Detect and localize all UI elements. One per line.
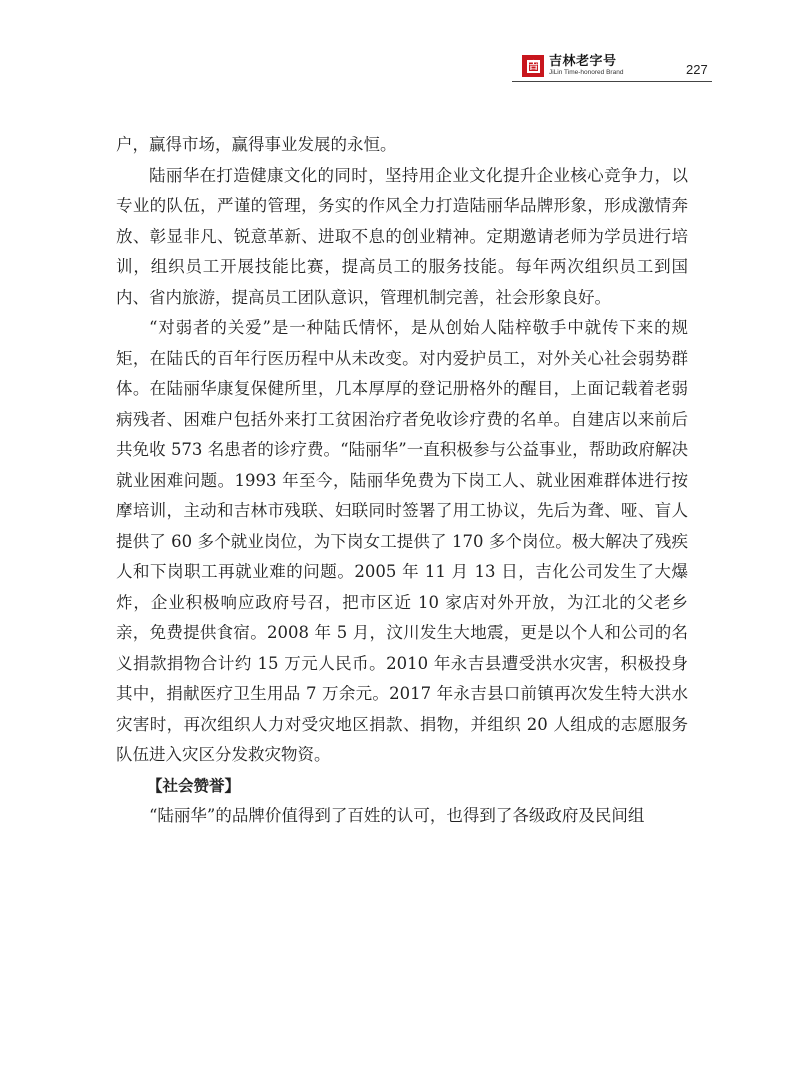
running-header: [522, 55, 623, 77]
brand-logo-icon: [522, 55, 544, 77]
brand-name-en: JiLin Time-honored Brand: [549, 69, 624, 76]
paragraph-social-care: “对弱者的关爱”是一种陆氏情怀，是从创始人陆梓敬手中就传下来的规矩，在陆氏的百年行医历程中从未改变。对内爱护员工，对外关心社会弱势群体。在陆丽华康复保健所里，几本厚厚的登记册格外的醒目，上面记载着老弱病残者、困难户包括外来打工贫困治疗者免收诊疗费的名单。自建店以来前后共免收 573 名患者的诊疗费。“陆丽华”一直积极参与公益事业，帮助政府解决就业困难问题。1993 年至今，陆丽华免费为下岗工人、就业困难群体进行按摩培训，主动和吉林市残联、妇联同时签署了用工协议，先后为聋、哑、盲人提供了 60 多个就业岗位，为下岗女工提供了 170 多个岗位。极大解决了残疾人和下岗职工再就业难的问题。2005 年 11 月 13 日，吉化公司发生了大爆炸，企业积极响应政府号召，把市区近 10 家店对外开放，为江北的父老乡亲，免费提供食宿。2008 年 5 月，汶川发生大地震，更是以个人和公司的名义捐款捐物合计约 15 万元人民币。2010 年永吉县遭受洪水灾害，积极投身其中，捐献医疗卫生用品 7 万余元。2017 年永吉县口前镇再次发生特大洪水灾害时，再次组织人力对受灾地区捐款、捐物，并组织 20 人组成的志愿服务队伍进入灾区分发救灾物资。: [116, 318, 688, 764]
paragraph-social-praise: “陆丽华”的品牌价值得到了百姓的认可，也得到了各级政府及民间组: [149, 806, 645, 825]
brand-block: [549, 55, 623, 77]
logo-glyph: 吉: [528, 60, 539, 72]
header-divider: [512, 81, 712, 82]
body-text: [116, 130, 688, 832]
paragraph-continuation: 户，赢得市场，赢得事业发展的永恒。: [116, 135, 397, 154]
section-heading: 【社会赞誉】: [147, 776, 241, 795]
page-number: 227: [686, 62, 708, 77]
brand-name-cn: 吉林老字号: [549, 54, 617, 69]
paragraph-corporate-culture: 陆丽华在打造健康文化的同时，坚持用企业文化提升企业核心竞争力，以专业的队伍，严谨的管理，务实的作风全力打造陆丽华品牌形象，形成激情奔放、彰显非凡、锐意革新、进取不息的创业精神。定期邀请老师为学员进行培训，组织员工开展技能比赛，提高员工的服务技能。每年两次组织员工到国内、省内旅游，提高员工团队意识，管理机制完善，社会形象良好。: [116, 165, 688, 307]
